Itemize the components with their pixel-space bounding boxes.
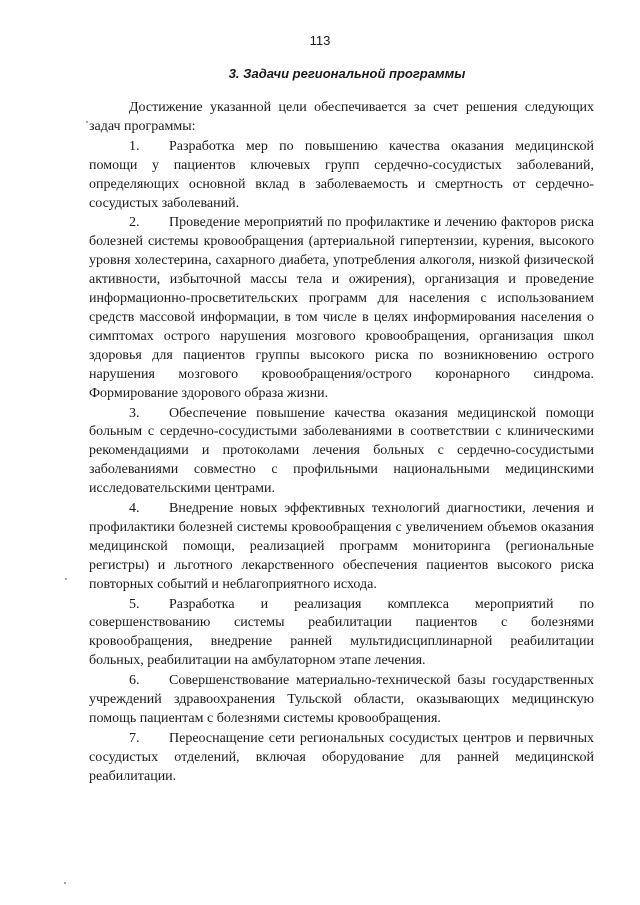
list-item	[89, 500, 594, 595]
list-item	[89, 672, 594, 729]
list-item-number: 5.	[129, 596, 140, 612]
page-number: 113	[309, 33, 331, 48]
list-item-number: 6.	[129, 673, 140, 689]
list-item	[89, 730, 594, 787]
list-item-text: Разработка и реализация комплекса мероприятий по совершенствованию системы реабилитации пациентов с болезнями кровообращения, внедрение ранней мультидисциплинарной реабилитации больных, реабилитации на амбулаторном этапе лечения.	[89, 596, 594, 669]
list-item-text: Внедрение новых эффективных технологий диагностики, лечения и профилактики болезней системы кровообращения с увеличением объемов оказания медицинской помощи, реализацией программ мониторинга (региональные регистры) и льготного лекарственного обеспечения пациентов высокого риска повторных событий и неблагоприятного исхода.	[89, 501, 594, 592]
list-item-number: 2.	[129, 215, 140, 231]
scan-speck	[64, 882, 66, 884]
list-item-number: 1.	[129, 138, 140, 154]
list-item-text: Переоснащение сети региональных сосудистых центров и первичных сосудистых отделений, включая оборудование для ранней медицинской реабилитации.	[89, 730, 594, 784]
list-item	[89, 405, 594, 500]
list-item	[89, 214, 594, 403]
list-item	[89, 138, 594, 214]
list-item-number: 4.	[129, 501, 140, 517]
list-item-text: Разработка мер по повышению качества оказания медицинской помощи у пациентов ключевых групп сердечно-сосудистых заболеваний, определяющих основной вклад в заболеваемость и смертность от сердечно-сосудистых заболеваний.	[89, 138, 594, 211]
list-item	[89, 596, 594, 672]
scan-speck	[65, 578, 67, 580]
scan-speck	[86, 121, 88, 123]
list-item-text: Проведение мероприятий по профилактике и лечению факторов риска болезней системы кровообращения (артериальной гипертензии, курения, высокого уровня холестерина, сахарного диабета, употребления алкоголя, низкой физической активности, избыточной массы тела и ожирения), организация и проведение информационно-просветительских программ для населения с использованием средств массовой информации, в том числе в целях информирования населения о симптомах острого нарушения мозгового кровообращения, организация школ здоровья для пациентов группы высокого риска по возникновению острого нарушения мозгового кровообращения/острого коронарного синдрома. Формирование здорового образа жизни.	[89, 215, 594, 401]
section-title: 3. Задачи региональной программы	[228, 66, 466, 81]
list-item-number: 3.	[129, 405, 140, 421]
document-body	[89, 99, 594, 787]
list-item-text: Совершенствование материально-технической базы государственных учреждений здравоохранения Тульской области, оказывающих медицинскую помощь пациентам с болезнями системы кровообращения.	[89, 673, 594, 726]
list-item-number: 7.	[129, 730, 140, 746]
list-item-text: Обеспечение повышение качества оказания медицинской помощи больным с сердечно-сосудистыми заболеваниями в соответствии с клиническими рекомендациями и протоколами лечения больных с сердечно-сосудистыми заболеваниями совместно с профильными национальными медицинскими исследовательскими центрами.	[89, 405, 594, 497]
intro-paragraph: Достижение указанной цели обеспечивается за счет решения следующих задач программы:	[89, 100, 594, 134]
